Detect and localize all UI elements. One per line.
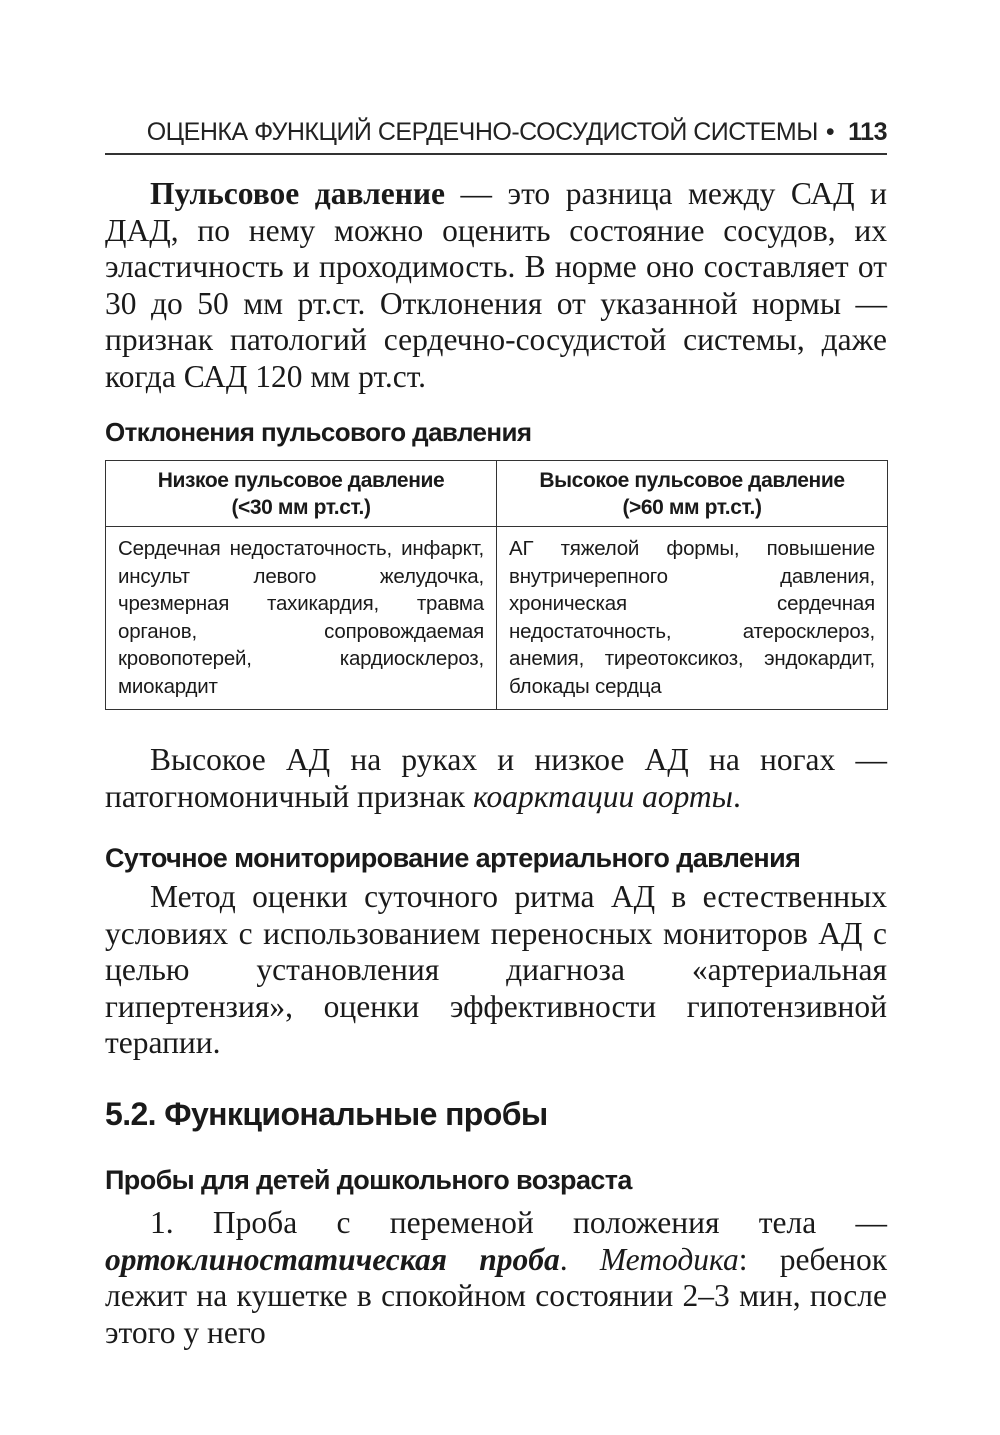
orthostatic-test-paragraph [105,1205,887,1351]
running-header [105,112,887,152]
orthostatic-test-text [105,1205,887,1351]
coarctation-end: . [733,778,741,814]
abpm-paragraph [105,879,887,1062]
bullet-separator: • [825,118,835,146]
table-header-row [106,461,888,527]
table-caption-block [105,416,887,448]
test-item-separator: . [559,1241,600,1277]
coarctation-text [105,742,887,815]
section-title-block [105,1094,887,1134]
table-row [106,527,888,710]
method-label: Методика [599,1241,739,1277]
table-caption: Отклонения пульсового давления [105,417,532,447]
low-pressure-header: Низкое пульсовое давление (<30 мм рт.ст.) [106,461,497,527]
orthostatic-test-term: ортоклиностатическая проба [105,1241,560,1277]
abpm-heading: Суточное мониторирование артериального давления [105,843,801,873]
coarctation-term: коарктации аорты [472,778,734,814]
coarctation-sentence: Высокое АД на руках и низкое АД на ногах — патогномоничный признак [105,742,887,814]
low-pressure-causes: Сердечная недостаточность, инфаркт, инсульт левого желудочка, чрезмерная тахикардия, травма органов, сопровождаемая кровопотерей, кардиосклероз, миокардит [106,527,497,710]
page-number: 113 [848,118,887,146]
pulse-pressure-text [105,176,887,396]
running-title: ОЦЕНКА ФУНКЦИЙ СЕРДЕЧНО-СОСУДИСТОЙ СИСТЕМЫ [146,118,818,146]
pulse-pressure-term: Пульсовое давление [150,176,446,211]
pulse-pressure-definition: — это разница между САД и ДАД, по нему можно оценить состояние сосудов, их эластичность и проходимость. В норме оно составляет от 30 до 50 мм рт.ст. Отклонения от указанной нормы — признак патологий сердечно-сосудистой системы, даже когда САД 120 мм рт.ст. [105,176,887,394]
header-rule [105,153,887,155]
preschool-heading-block [105,1164,887,1196]
coarctation-paragraph [105,742,887,815]
deviation-table [105,460,888,710]
test-item-text: : ребенок лежит на кушетке в спокойном состоянии 2–3 мин, после этого у него [105,1241,887,1350]
high-pressure-header: Высокое пульсовое давление (>60 мм рт.ст.) [497,461,888,527]
preschool-heading: Пробы для детей дошкольного возраста [105,1165,632,1195]
test-item-prefix: 1. Проба с переменой положения тела — [150,1205,887,1240]
abpm-text: Метод оценки суточного ритма АД в естественных условиях с использованием переносных мониторов АД с целью установления диагноза «артериальная гипертензия», оценки эффективности гипотензивной терапии. [105,879,887,1061]
section-title: 5.2. Функциональные пробы [105,1096,548,1132]
pulse-pressure-paragraph [105,176,887,396]
high-pressure-causes: АГ тяжелой формы, повышение внутричерепного давления, хроническая сердечная недостаточность, атеросклероз, анемия, тиреотоксикоз, эндокардит, блокады сердца [497,527,888,710]
abpm-heading-block [105,842,887,874]
